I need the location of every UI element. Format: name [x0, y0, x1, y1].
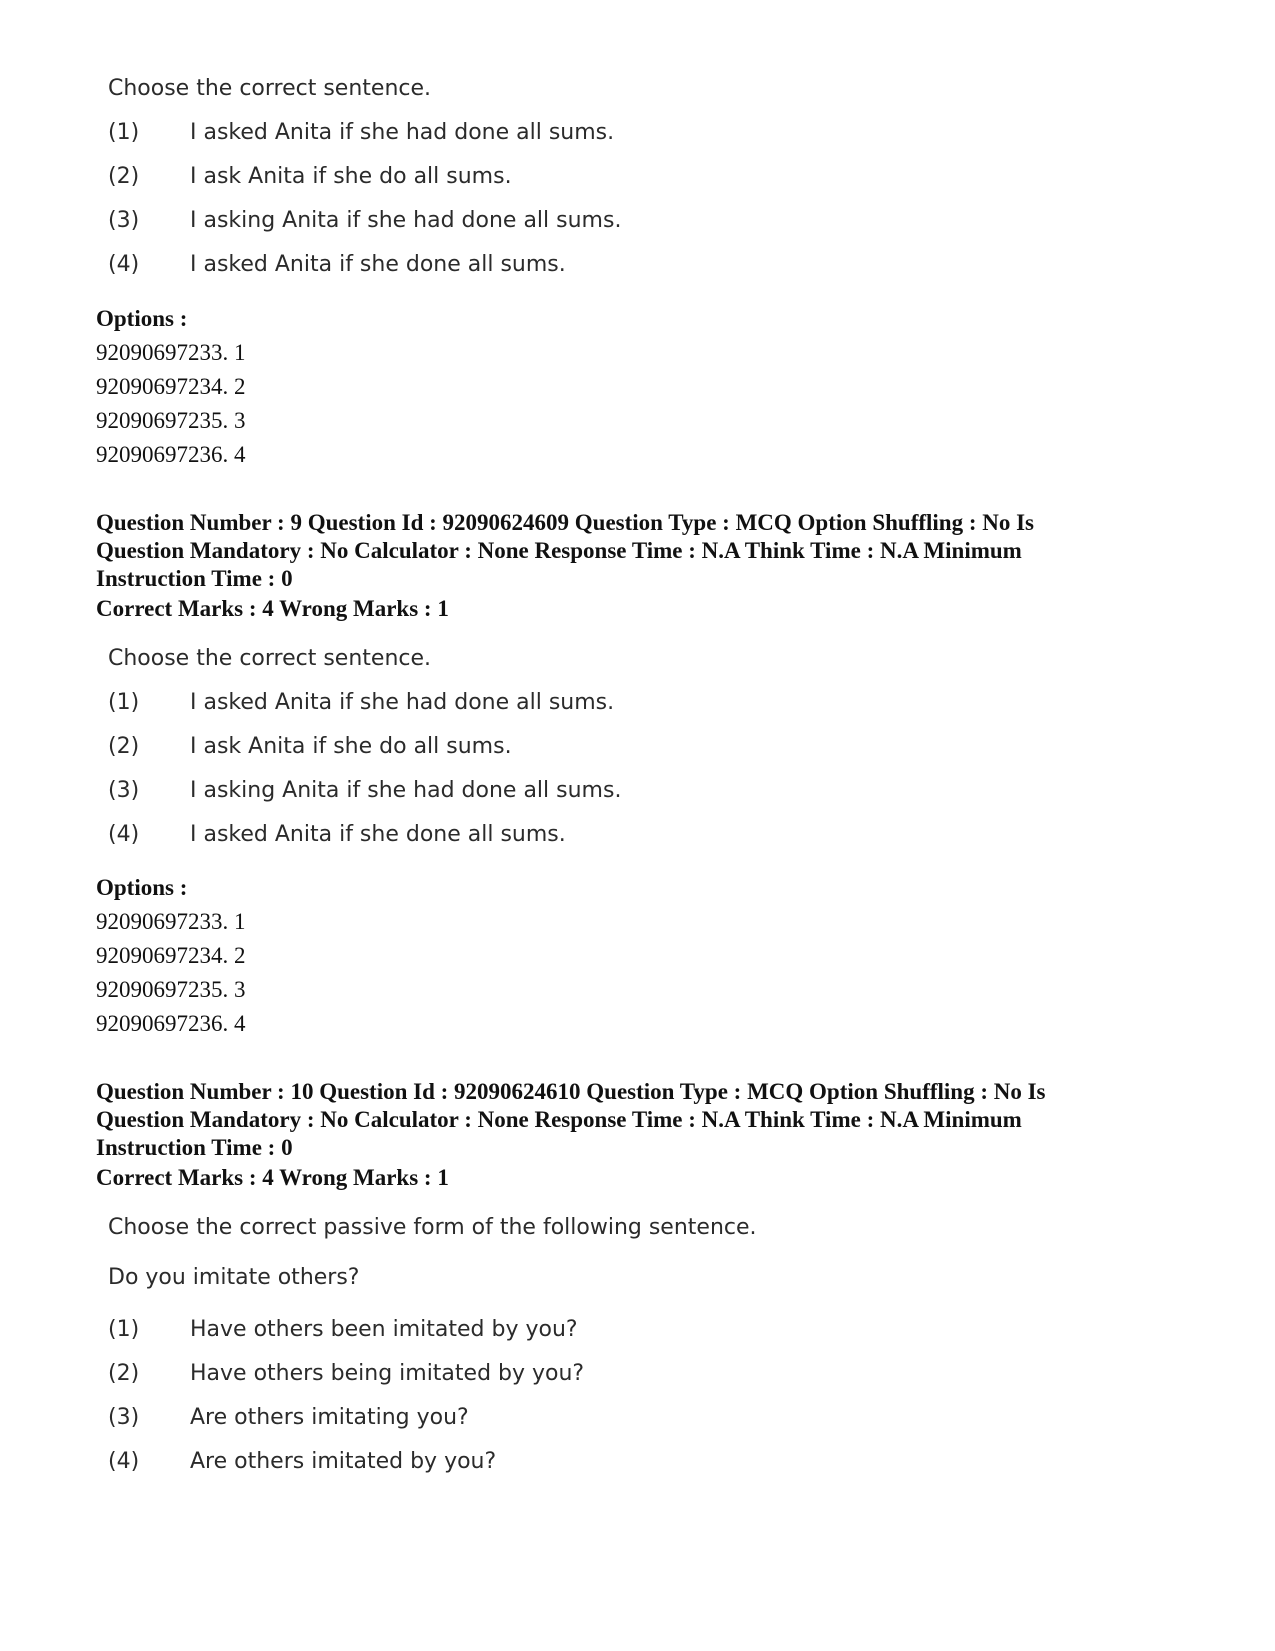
choice-number: (2): [108, 1361, 140, 1386]
choice-text: I asked Anita if she done all sums.: [190, 822, 566, 847]
option-item: 92090697235. 3: [96, 408, 246, 433]
choice-number: (1): [108, 120, 140, 145]
q9-meta-line: Instruction Time : 0: [96, 566, 293, 591]
choice-number: (4): [108, 1449, 140, 1474]
choice-number: (1): [108, 690, 140, 715]
q9-choice-4: [96, 820, 621, 850]
q10-marks: Correct Marks : 4 Wrong Marks : 1: [96, 1165, 449, 1190]
option-item: 92090697236. 4: [96, 442, 246, 467]
option-item: 92090697233. 1: [96, 909, 246, 934]
choice-number: (4): [108, 822, 140, 847]
choice-number: (3): [108, 1405, 140, 1430]
choice-text: Have others been imitated by you?: [190, 1317, 578, 1342]
q9-choice-1: [96, 688, 621, 718]
q10-choice-4: [96, 1447, 757, 1477]
choice-text: I ask Anita if she do all sums.: [190, 734, 512, 759]
option-item: 92090697236. 4: [96, 1011, 246, 1036]
option-item: 92090697234. 2: [96, 374, 246, 399]
choice-number: (2): [108, 164, 140, 189]
choice-text: Are others imitated by you?: [190, 1449, 497, 1474]
choice-text: I asked Anita if she had done all sums.: [190, 120, 615, 145]
q9-question-image: [96, 644, 621, 850]
q10-meta: [96, 1078, 1196, 1162]
choice-text: Are others imitating you?: [190, 1405, 469, 1430]
q10-meta-line: Question Mandatory : No Calculator : None Response Time : N.A Think Time : N.A Minimum: [96, 1107, 1022, 1132]
q8-choice-4: [96, 250, 621, 280]
q8-options: [96, 302, 246, 472]
q10-meta-line: Instruction Time : 0: [96, 1135, 293, 1160]
options-label: Options :: [96, 875, 188, 900]
choice-number: (4): [108, 252, 140, 277]
q9-choice-3: [96, 776, 621, 806]
q9-meta: [96, 509, 1196, 593]
options-label: Options :: [96, 306, 188, 331]
option-item: 92090697233. 1: [96, 340, 246, 365]
choice-text: Have others being imitated by you?: [190, 1361, 585, 1386]
q10-choice-2: [96, 1359, 757, 1389]
q9-prompt: Choose the correct sentence.: [108, 646, 432, 671]
q8-prompt: Choose the correct sentence.: [108, 76, 432, 101]
choice-text: I asked Anita if she done all sums.: [190, 252, 566, 277]
q9-meta-line: Question Mandatory : No Calculator : None Response Time : N.A Think Time : N.A Minimum: [96, 538, 1022, 563]
choice-number: (3): [108, 778, 140, 803]
q8-choice-1: [96, 118, 621, 148]
q8-choice-2: [96, 162, 621, 192]
q10-prompt: Choose the correct passive form of the following sentence.: [108, 1215, 757, 1240]
choice-number: (1): [108, 1317, 140, 1342]
q9-marks: Correct Marks : 4 Wrong Marks : 1: [96, 596, 449, 621]
option-item: 92090697234. 2: [96, 943, 246, 968]
choice-text: I asked Anita if she had done all sums.: [190, 690, 615, 715]
q8-choice-3: [96, 206, 621, 236]
q10-meta-line: Question Number : 10 Question Id : 92090624610 Question Type : MCQ Option Shuffling : No Is: [96, 1079, 1046, 1104]
choice-number: (2): [108, 734, 140, 759]
option-item: 92090697235. 3: [96, 977, 246, 1002]
choice-number: (3): [108, 208, 140, 233]
q9-choice-2: [96, 732, 621, 762]
choice-text: I asking Anita if she had done all sums.: [190, 778, 622, 803]
q8-question-image: [96, 74, 621, 280]
q10-choice-3: [96, 1403, 757, 1433]
choice-text: I ask Anita if she do all sums.: [190, 164, 512, 189]
choice-text: I asking Anita if she had done all sums.: [190, 208, 622, 233]
q10-sentence: Do you imitate others?: [108, 1265, 360, 1290]
q9-options: [96, 871, 246, 1041]
q9-meta-line: Question Number : 9 Question Id : 92090624609 Question Type : MCQ Option Shuffling : No Is: [96, 510, 1035, 535]
q10-question-image: [96, 1213, 757, 1477]
q10-choice-1: [96, 1315, 757, 1345]
